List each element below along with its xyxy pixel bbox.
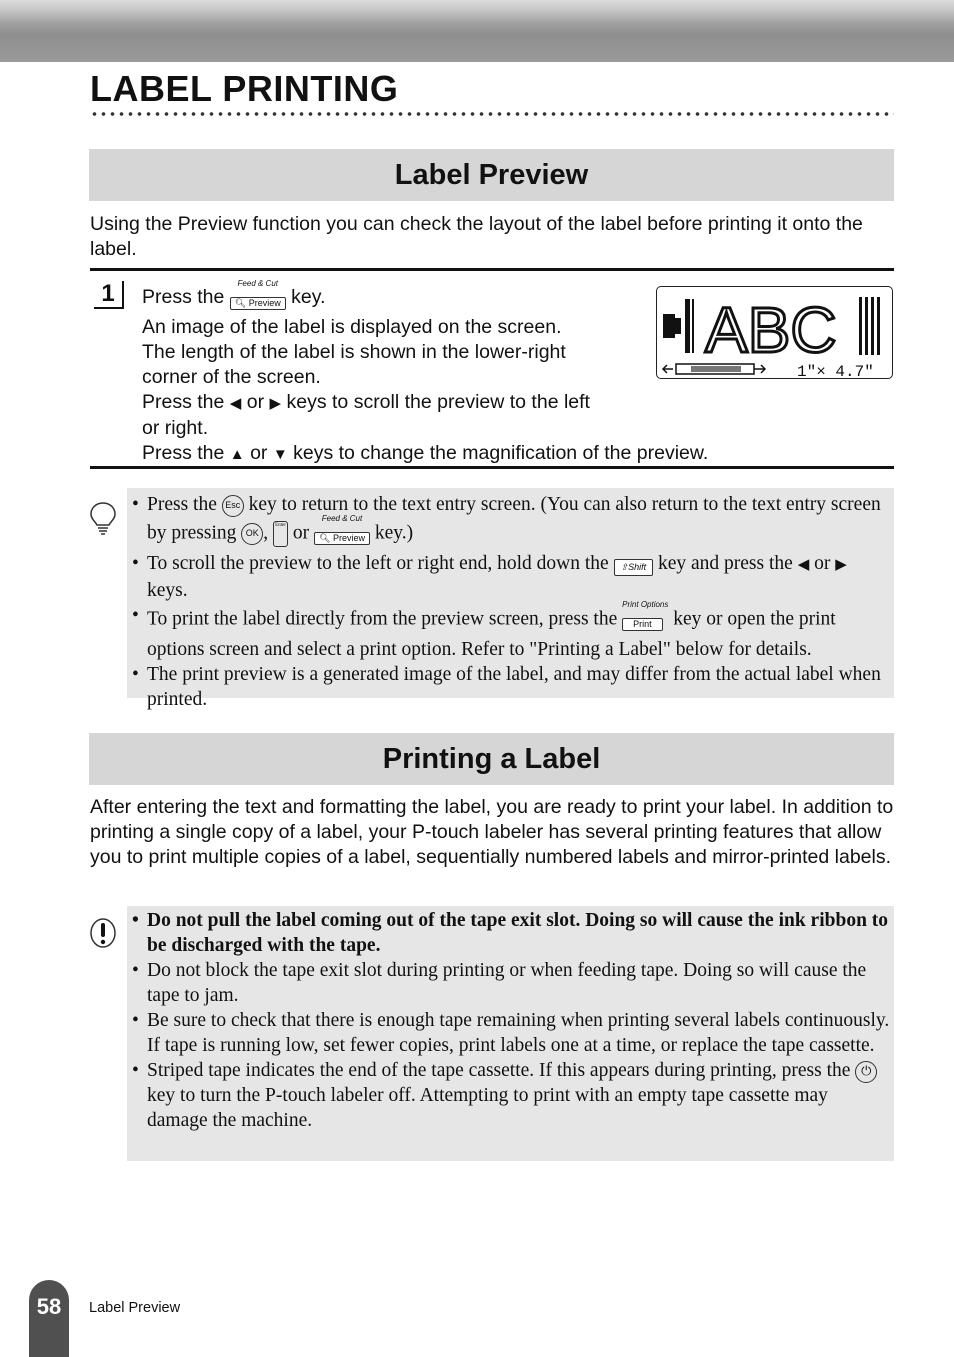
hint-item: • Press the Esc key to return to the text entry screen. (You can also return to the text entry screen by pressing OK , Enter or Feed & Cut 🔍︎ Preview key.): [127, 492, 890, 551]
lcd-preview-graphic: [657, 287, 894, 380]
caution-item: • Do not pull the label coming out of the tape exit slot. Doing so will cause the ink ribbon to be discharged with the tape.: [127, 908, 890, 958]
page-number: 58: [36, 1294, 62, 1319]
hint-item: • To scroll the preview to the left or right end, hold down the ⇧Shift key and press the ◀ or ▶ keys.: [127, 551, 890, 603]
step-text: Press the: [142, 286, 225, 309]
caution-icon: [88, 916, 118, 952]
dotted-rule: [90, 111, 894, 117]
section-heading-label-preview: Label Preview: [89, 149, 894, 201]
step-bottom-rule: [90, 466, 894, 469]
step-text: corner of the screen.: [142, 366, 321, 388]
label-preview-intro: Using the Preview function you can check the layout of the label before printing it onto the label.: [90, 213, 863, 260]
step-text: An image of the label is displayed on the screen.: [142, 316, 562, 338]
power-key-icon: ⏻: [855, 1061, 877, 1083]
hint-box: [127, 488, 894, 710]
step-text: The length of the label is shown in the lower-right: [142, 341, 566, 363]
print-key-icon: Print Options Print: [622, 600, 669, 629]
caution-item: • Striped tape indicates the end of the tape cassette. If this appears during printing, press the ⏻ key to turn the P-touch labeler off. Attempting to print with an empty tape cassette may damage the machine.: [127, 1058, 890, 1133]
preview-key: Feed & Cut 🔍︎ Preview: [314, 514, 370, 548]
printing-label-intro: After entering the text and formatting the label, you are ready to print your label. In addition to printing a single copy of a label, your P-touch labeler has several printing features that allow you to print multiple copies of a label, sequentially numbered labels and mirror-printed labels.: [90, 796, 894, 868]
right-arrow-icon: ▶: [269, 395, 282, 412]
step-text: key.: [291, 286, 326, 309]
caution-box: [127, 906, 894, 1161]
hint-list: [127, 492, 890, 712]
section-heading-printing-a-label: Printing a Label: [89, 733, 894, 785]
lightbulb-icon: [88, 500, 118, 536]
step-text: or: [246, 391, 265, 413]
step-top-rule: [90, 268, 894, 271]
lcd-length-readout: 1"× 4.7": [797, 363, 874, 380]
caution-item: • Be sure to check that there is enough tape remaining when printing several labels continuously. If tape is running low, set fewer copies, print labels one at a time, or replace the tape cassette.: [127, 1008, 890, 1058]
step-text: keys to change the magnification of the preview.: [293, 442, 709, 464]
hint-item: • The print preview is a generated image of the label, and may differ from the actual label when printed.: [127, 662, 890, 712]
left-arrow-icon: ◀: [229, 395, 242, 412]
left-arrow-icon: ◀: [797, 557, 810, 573]
caution-item: • Do not block the tape exit slot during printing or when feeding tape. Doing so will cause the tape to jam.: [127, 958, 890, 1008]
right-arrow-icon: ▶: [835, 557, 847, 573]
lcd-label-text: ABC: [705, 294, 837, 366]
shift-key-icon: ⇧Shift: [614, 552, 654, 577]
step-text: or right.: [142, 417, 209, 439]
footer-section-label: Label Preview: [89, 1300, 181, 1316]
ok-key-icon: OK: [241, 523, 263, 545]
top-banner: [0, 0, 954, 62]
lcd-preview-screen: [656, 286, 893, 379]
step-text: Press the: [142, 391, 225, 413]
page-title: LABEL PRINTING: [90, 68, 399, 109]
preview-key: Feed & Cut 🔍︎ Preview: [230, 279, 286, 313]
step-text: keys to scroll the preview to the left: [286, 391, 590, 413]
page-number-tab: [29, 1280, 69, 1357]
enter-key-icon: Enter: [273, 521, 288, 547]
down-arrow-icon: ▼: [272, 446, 288, 463]
up-arrow-icon: ▲: [229, 446, 245, 463]
step-text: or: [250, 442, 268, 464]
caution-list: [127, 908, 890, 1133]
step-number: 1: [94, 281, 124, 309]
hint-item: • To print the label directly from the preview screen, press the Print Options Print key or open the print options screen and select a print option. Refer to "Printing a Label" below for details.: [127, 603, 890, 662]
esc-key-icon: Esc: [222, 495, 244, 517]
step-text: Press the: [142, 442, 225, 464]
